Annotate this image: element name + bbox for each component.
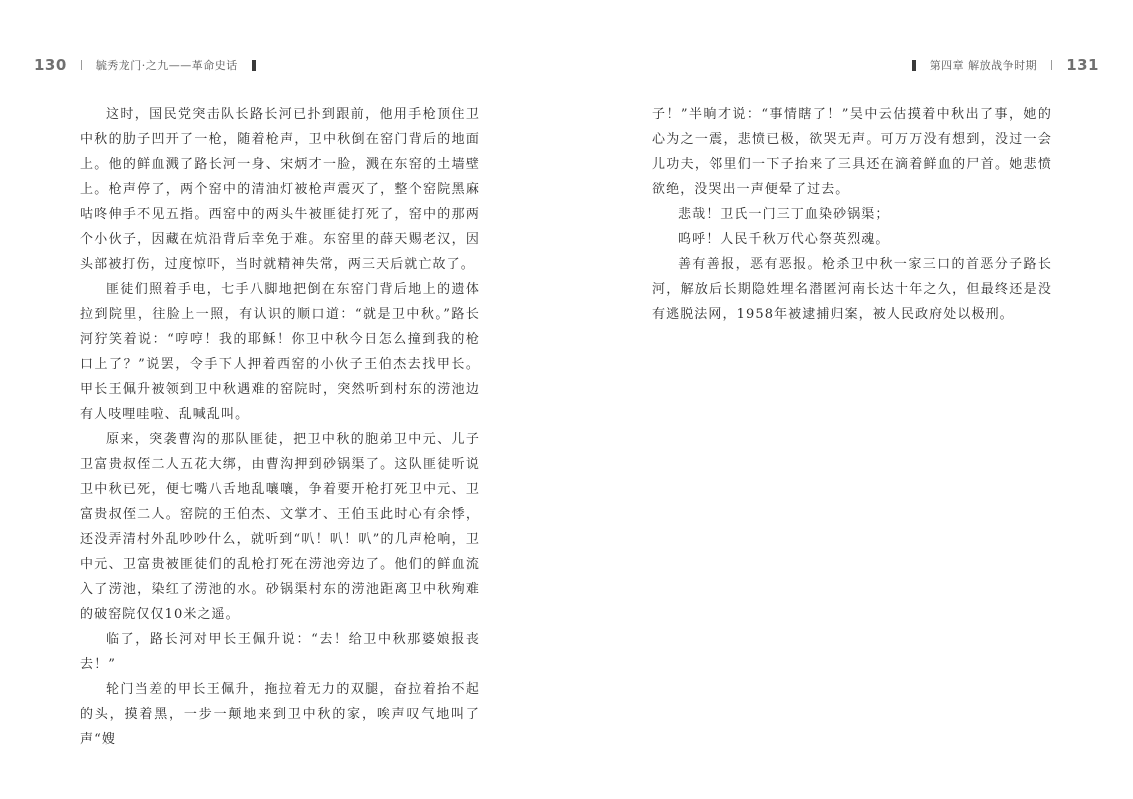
paragraph-continued: 子！”半晌才说：“事情瞎了！”吴中云估摸着中秋出了事，她的心为之一震，悲愤已极，欲哭无声。可万万没有想到，没过一会儿功夫，邻里们一下子抬来了三具还在滴着鲜血的尸首。她悲愤欲绝，没哭出一声便晕了过去。 xyxy=(652,107,1052,197)
header-divider xyxy=(1051,60,1052,70)
left-page xyxy=(0,0,566,799)
header-divider xyxy=(81,60,82,70)
running-head-chapter-title: 第四章 解放战争时期 xyxy=(929,59,1038,72)
right-page-header xyxy=(912,54,1099,76)
paragraph: 呜呼！人民千秋万代心祭英烈魂。 xyxy=(678,232,890,247)
right-page-body xyxy=(652,102,1052,327)
header-block-mark xyxy=(252,60,256,71)
paragraph: 这时，国民党突击队长路长河已扑到跟前，他用手枪顶住卫中秋的肋子凹开了一枪，随着枪声，卫中秋倒在窑门背后的地面上。他的鲜血溅了路长河一身、宋炳才一脸，溅在东窑的土墙壁上。枪声停了，两个窑中的清油灯被枪声震灭了，整个窑院黑麻咕咚伸手不见五指。西窑中的两头牛被匪徒打死了，窑中的那两个小伙子，因藏在炕沿背后幸免于难。东窑里的薛天赐老汉，因头部被打伤，过度惊吓，当时就精神失常，两三天后就亡故了。 xyxy=(80,107,480,272)
paragraph: 轮门当差的甲长王佩升，拖拉着无力的双腿，奋拉着抬不起的头，摸着黑，一步一颠地来到卫中秋的家，唉声叹气地叫了声“嫂 xyxy=(80,682,480,747)
paragraph: 善有善报，恶有恶报。枪杀卫中秋一家三口的首恶分子路长河，解放后长期隐姓埋名潜匿河南长达十年之久，但最终还是没有逃脱法网，1958年被逮捕归案，被人民政府处以极刑。 xyxy=(652,257,1052,322)
left-page-header xyxy=(34,54,256,76)
page-number: 130 xyxy=(34,56,67,74)
right-page xyxy=(566,0,1133,799)
paragraph: 悲哉！卫氏一门三丁血染砂锅渠； xyxy=(678,207,890,222)
running-head-book-title: 毓秀龙门·之九——革命史话 xyxy=(95,59,238,72)
header-block-mark xyxy=(912,60,916,71)
paragraph: 原来，突袭曹沟的那队匪徒，把卫中秋的胞弟卫中元、儿子卫富贵叔侄二人五花大绑，由曹沟押到砂锅渠了。这队匪徒听说卫中秋已死，便七嘴八舌地乱嚷嚷，争着要开枪打死卫中元、卫富贵叔侄二人。窑院的王伯杰、文掌才、王伯玉此时心有余悸，还没弄清村外乱吵吵什么，就听到“叭！叭！叭”的几声枪响，卫中元、卫富贵被匪徒们的乱枪打死在涝池旁边了。他们的鲜血流入了涝池，染红了涝池的水。砂锅渠村东的涝池距离卫中秋殉难的破窑院仅仅10米之遥。 xyxy=(80,432,480,622)
paragraph: 匪徒们照着手电，七手八脚地把倒在东窑门背后地上的遗体拉到院里，往脸上一照，有认识的顺口道：“就是卫中秋。”路长河狞笑着说：“哼哼！我的耶稣！你卫中秋今日怎么撞到我的枪口上了？”说罢，令手下人押着西窑的小伙子王伯杰去找甲长。甲长王佩升被领到卫中秋遇难的窑院时，突然听到村东的涝池边有人吱哩哇啦、乱喊乱叫。 xyxy=(80,282,480,422)
paragraph: 临了，路长河对甲长王佩升说：“去！给卫中秋那婆娘报丧去！” xyxy=(80,632,480,672)
page-number: 131 xyxy=(1066,56,1099,74)
left-page-body xyxy=(80,102,480,752)
